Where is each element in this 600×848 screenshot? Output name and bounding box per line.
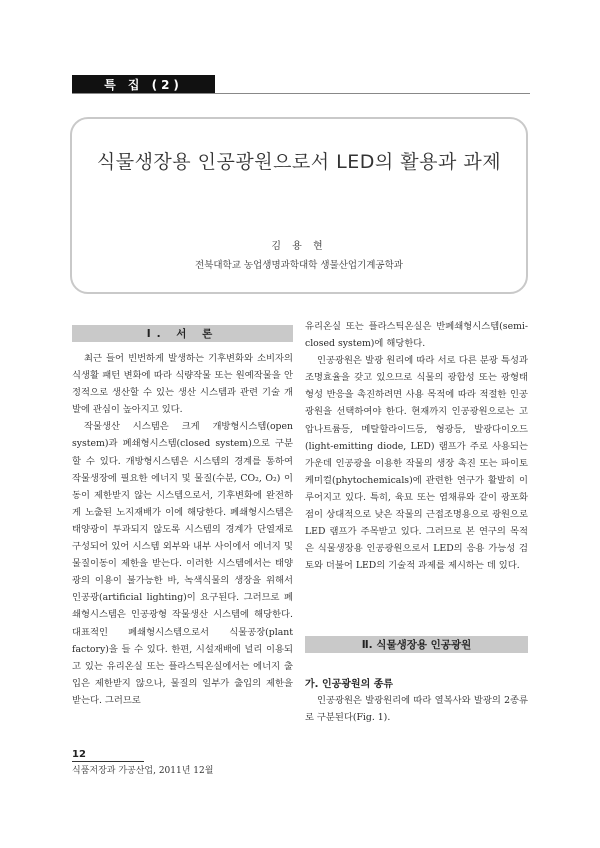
subsection-heading: 가. 인공광원의 종류 — [305, 679, 394, 690]
left-column — [72, 350, 293, 709]
paragraph: 최근 들어 빈번하게 발생하는 기후변화와 소비자의 식생활 패턴 변화에 따라 식량작물 또는 원예작물을 안정적으로 생산할 수 있는 생산 시스템과 관련 기술 개발에 관심이 높아지고 있다. — [72, 353, 293, 416]
paragraph: 작물생산 시스템은 크게 개방형시스템(open system)과 폐쇄형시스템(closed system)으로 구분할 수 있다. 개방형시스템은 시스템의 경계를 통하여 작물생장에 필요한 에너지 및 물질(수분, CO₂, O₂) 이동이 제한받지 않는 시스템으로서, 기후변화에 완전하게 노출된 노지재배가 이에 해당한다. 폐쇄형시스템은 태양광이 투과되지 않도록 시스템의 경계가 단열재로 구성되어 있어 시스템 외부와 내부 사이에서 에너지 및 물질이동이 제한을 받는다. 이러한 시스템에서는 태양광의 이용이 불가능한 바, 녹색식물의 생장을 위해서 인공광(artificial lighting)이 요구된다. 그러므로 폐쇄형시스템은 인공광형 작물생산 시스템에 해당한다. 대표적인 폐쇄형시스템으로서 식물공장(plant factory)을 들 수 있다. 한편, 시설재배에 널리 이용되고 있는 유리온실 또는 플라스틱온실에서는 에너지 출입은 제한받지 않으나, 물질의 일부가 출입의 제한을 받는다. 그러므로 — [72, 421, 293, 706]
feature-tag: 특 집 (2) — [72, 75, 215, 93]
journal-footer: 식품저장과 가공산업, 2011년 12월 — [72, 766, 214, 776]
author-name: 김 용 현 — [271, 241, 327, 252]
section-heading-light-sources: Ⅱ. 식물생장용 인공광원 — [305, 636, 528, 653]
article-title: 식물생장용 인공광원으로서 LED의 활용과 과제 — [96, 151, 502, 173]
header-rule — [72, 93, 530, 94]
right-column — [305, 318, 528, 574]
title-box — [70, 117, 528, 294]
footer-rule — [72, 761, 144, 762]
paragraph: 유리온실 또는 플라스틱온실은 반폐쇄형시스템(semi-closed system)에 해당한다. — [305, 321, 528, 350]
author-affiliation: 전북대학교 농업생명과학대학 생물산업기계공학과 — [195, 260, 403, 271]
paragraph: 인공광원은 발광 원리에 따라 서로 다른 분광 특성과 조명효율을 갖고 있으므로 식물의 광합성 또는 광형태형성 반응을 촉진하려면 사용 목적에 따라 적절한 인공광원을 선택하여야 한다. 현재까지 인공광원으로는 고압나트륨등, 메탈할라이드등, 형광등, 발광다이오드(light-emitting diode, LED) 램프가 주로 사용되는 가운데 인공광을 이용한 작물의 생장 촉진 또는 파이토케미컬(phytochemicals)에 관련한 연구가 활발히 이루어지고 있다. 특히, 육묘 또는 엽채류와 같이 광포화점이 상대적으로 낮은 작물의 근접조명용으로 광원으로 LED 램프가 주목받고 있다. 그러므로 본 연구의 목적은 식물생장용 인공광원으로서 LED의 응용 가능성 검토와 더불어 LED의 기술적 과제를 제시하는 데 있다. — [305, 355, 528, 572]
section-heading-introduction: Ⅰ. 서 론 — [72, 325, 293, 342]
page-number: 12 — [72, 749, 86, 760]
subsection-body — [305, 692, 528, 726]
paragraph: 인공광원은 발광원리에 따라 열복사와 발광의 2종류로 구분된다(Fig. 1). — [305, 695, 528, 724]
